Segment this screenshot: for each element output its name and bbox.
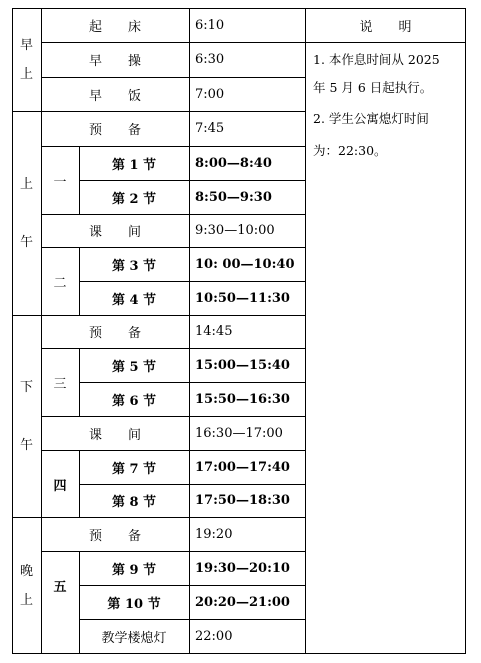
period-char: 上 bbox=[19, 176, 33, 192]
row-time: 7:45 bbox=[195, 121, 225, 136]
row-time: 8:50—9:30 bbox=[195, 189, 272, 205]
row-label: 第 1 节 bbox=[111, 157, 157, 173]
group-label: 一 bbox=[53, 175, 67, 190]
row-time: 6:10 bbox=[195, 17, 225, 33]
row-time: 10: 00—10:40 bbox=[195, 256, 295, 272]
period-char: 下 bbox=[19, 379, 33, 395]
row-label: 课 间 bbox=[88, 225, 141, 240]
group-label: 五 bbox=[53, 579, 67, 595]
row-label: 第 7 节 bbox=[111, 461, 157, 477]
row-time: 15:00—15:40 bbox=[195, 357, 290, 373]
notes-border-bottom bbox=[306, 653, 466, 654]
period-morning bbox=[12, 8, 41, 111]
row-time: 19:20 bbox=[195, 526, 233, 542]
row-label: 第 3 节 bbox=[111, 258, 157, 274]
group-label: 四 bbox=[53, 478, 67, 494]
row-label: 第 2 节 bbox=[111, 191, 157, 207]
row-label: 教学楼熄灯 bbox=[101, 630, 167, 646]
row-label: 第 4 节 bbox=[111, 292, 157, 308]
note-1-line-2: 年 5 月 6 日起执行。 bbox=[313, 80, 433, 95]
row-time: 17:00—17:40 bbox=[195, 459, 290, 475]
row-time: 14:45 bbox=[195, 324, 233, 339]
row-time: 10:50—11:30 bbox=[195, 290, 290, 306]
group-label: 三 bbox=[53, 376, 67, 392]
row-label: 预 备 bbox=[88, 528, 141, 544]
table-border-bottom bbox=[12, 653, 306, 654]
row-label: 起 床 bbox=[88, 19, 141, 35]
period-afternoon bbox=[12, 315, 41, 517]
row-label: 预 备 bbox=[88, 326, 141, 341]
row-time: 19:30—20:10 bbox=[195, 560, 290, 576]
row-label: 第 6 节 bbox=[111, 393, 157, 409]
row-time: 20:20—21:00 bbox=[195, 594, 290, 610]
period-char: 上 bbox=[19, 66, 33, 82]
row-label: 第 5 节 bbox=[111, 359, 157, 375]
table-border-right bbox=[305, 8, 306, 654]
row-label: 第 9 节 bbox=[111, 562, 157, 578]
row-time: 6:30 bbox=[195, 52, 225, 67]
period-evening bbox=[12, 517, 41, 654]
row-label: 课 间 bbox=[88, 427, 141, 443]
note-1-line-1: 1. 本作息时间从 2025 bbox=[313, 52, 440, 67]
period-char: 午 bbox=[19, 234, 33, 250]
note-2-line-2: 为：22:30。 bbox=[313, 143, 387, 158]
row-time: 15:50—16:30 bbox=[195, 391, 290, 407]
note-2-line-1: 2. 学生公寓熄灯时间 bbox=[313, 111, 429, 126]
row-time: 22:00 bbox=[195, 628, 233, 644]
row-time: 16:30—17:00 bbox=[195, 425, 283, 441]
group-label: 二 bbox=[53, 276, 67, 291]
period-forenoon bbox=[12, 111, 41, 315]
row-label: 预 备 bbox=[88, 123, 141, 138]
row-label: 早 饭 bbox=[88, 88, 141, 104]
period-char: 早 bbox=[19, 37, 33, 53]
row-label: 第 8 节 bbox=[111, 495, 157, 510]
period-char: 上 bbox=[19, 592, 33, 608]
row-label: 第 10 节 bbox=[107, 596, 161, 612]
row-time: 17:50—18:30 bbox=[195, 493, 290, 508]
row-time: 9:30—10:00 bbox=[195, 223, 275, 238]
period-char: 午 bbox=[19, 437, 33, 453]
notes-header-divider bbox=[306, 42, 466, 43]
notes-border-right bbox=[465, 8, 466, 654]
row-time: 8:00—8:40 bbox=[195, 155, 272, 171]
row-label: 早 操 bbox=[88, 54, 141, 69]
period-char: 晚 bbox=[19, 563, 33, 579]
row-time: 7:00 bbox=[195, 86, 225, 102]
notes-header: 说 明 bbox=[359, 19, 412, 35]
